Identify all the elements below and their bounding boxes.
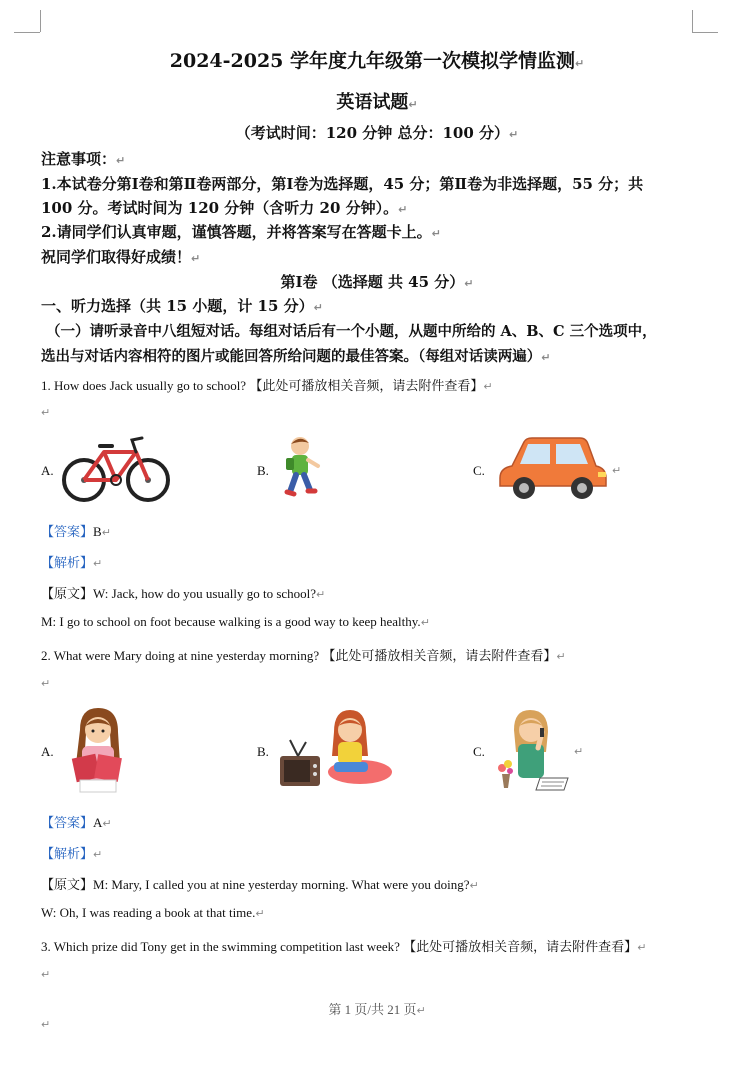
- q1-original-line-1: 【原文】W: Jack, how do you usually go to school?↵: [41, 586, 326, 602]
- paragraph-mark: ↵: [612, 464, 622, 477]
- woman-on-phone-icon: [494, 708, 574, 794]
- q2-option-a-label: A.: [41, 744, 54, 759]
- girl-watching-tv-icon: [276, 706, 396, 792]
- paragraph-mark: ↵: [41, 677, 51, 690]
- crop-mark-top-right-h: [692, 32, 718, 33]
- question-3-stem: 3. Which prize did Tony get in the swimming competition last week? 【此处可播放相关音频，请去附件查看】↵: [41, 939, 647, 954]
- bicycle-icon: [60, 434, 172, 506]
- q1-option-c-label: C.: [473, 463, 485, 478]
- q2-original-line-2: W: Oh, I was reading a book at that time.↵: [41, 905, 265, 920]
- paragraph-mark: ↵: [41, 406, 51, 419]
- crop-mark-top-left-h: [14, 32, 40, 33]
- question-1-stem: 1. How does Jack usually go to school? 【此处可播放相关音频，请去附件查看】↵: [41, 378, 493, 393]
- q2-option-c-label: C.: [473, 744, 485, 759]
- walking-boy-icon: [278, 434, 326, 504]
- q2-option-b-label: B.: [257, 744, 269, 759]
- exam-title: 2024-2025 学年度九年级第一次模拟学情监测↵: [169, 50, 585, 72]
- notice-item-2: 2.请同学们认真审题，谨慎答题，并将答案写在答题卡上。↵: [41, 223, 441, 241]
- exam-info: （考试时间：120 分钟 总分：100 分）↵: [235, 124, 519, 142]
- paragraph-mark: ↵: [574, 745, 584, 758]
- exam-subject: 英语试题↵: [336, 92, 418, 113]
- q1-option-b-label: B.: [257, 463, 269, 478]
- question-2-stem: 2. What were Mary doing at nine yesterday morning? 【此处可播放相关音频，请去附件查看】↵: [41, 648, 566, 663]
- instruction-line-2: 选出与对话内容相符的图片或能回答所给问题的最佳答案。（每组对话读两遍）↵: [41, 348, 551, 365]
- q1-answer: 【答案】B↵: [41, 524, 111, 540]
- paragraph-mark: ↵: [41, 968, 51, 981]
- notice-heading: 注意事项：↵: [41, 150, 126, 168]
- q2-original-line-1: 【原文】M: Mary, I called you at nine yesterday morning. What were you doing?↵: [41, 877, 479, 893]
- q2-analysis: 【解析】↵: [41, 847, 103, 862]
- notice-item-1-line-1: 1.本试卷分第Ⅰ卷和第Ⅱ卷两部分，第Ⅰ卷为选择题，45 分；第Ⅱ卷为非选择题，55 分；共: [41, 175, 644, 193]
- q1-option-a-label: A.: [41, 463, 54, 478]
- q1-analysis: 【解析】↵: [41, 556, 103, 571]
- car-icon: [494, 434, 612, 504]
- paragraph-mark: ↵: [41, 1018, 51, 1031]
- part-title: 一、听力选择（共 15 小题，计 15 分）↵: [41, 297, 323, 315]
- notice-blessing: 祝同学们取得好成绩！↵: [41, 248, 201, 266]
- crop-mark-top-right-v: [692, 10, 693, 32]
- section-title: 第Ⅰ卷 （选择题 共 45 分）↵: [280, 273, 474, 291]
- q2-answer: 【答案】A↵: [41, 815, 112, 831]
- q1-original-line-2: M: I go to school on foot because walking is a good way to keep healthy.↵: [41, 614, 430, 629]
- page-number: 第 1 页/共 21 页↵: [328, 1002, 426, 1017]
- notice-item-1-line-2: 100 分。考试时间为 120 分钟（含听力 20 分钟）。↵: [41, 199, 408, 217]
- instruction-line-1: （一）请听录音中八组短对话。每组对话后有一个小题，从题中所给的 A、B、C 三个选项中，: [46, 323, 657, 340]
- crop-mark-top-left-v: [40, 10, 41, 32]
- girl-reading-icon: [66, 704, 130, 794]
